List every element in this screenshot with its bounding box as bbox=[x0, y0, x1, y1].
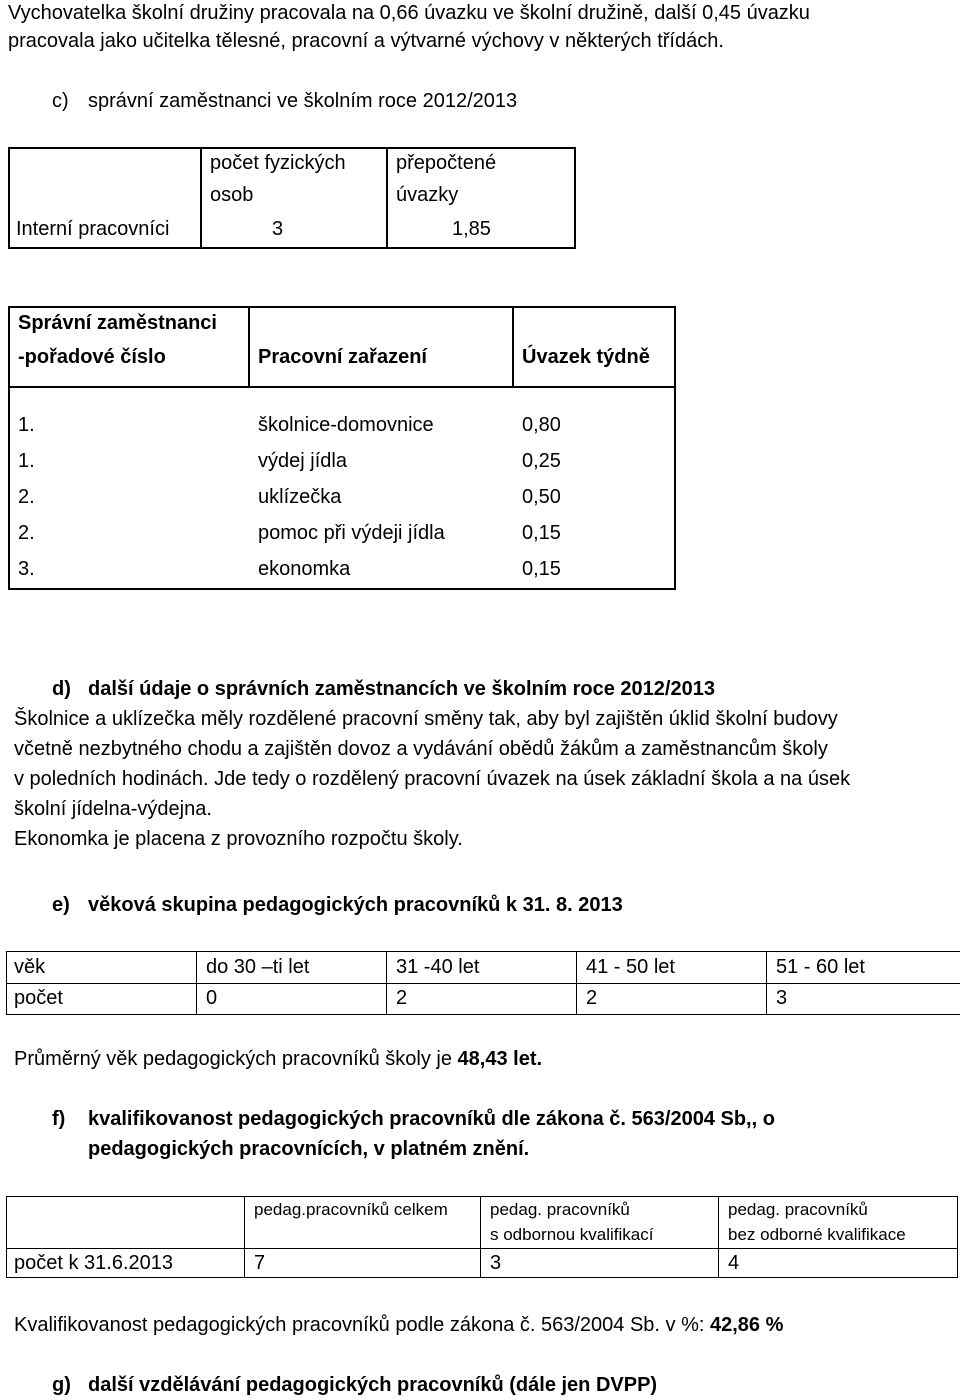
row-label-date: počet k 31.6.2013 bbox=[14, 1252, 174, 1274]
section-c-label: c) bbox=[52, 90, 69, 112]
row-fte: 0,80 bbox=[522, 414, 561, 436]
section-f-title-1: kvalifikovanost pedagogických pracovníků dle zákona č. 563/2004 Sb,, o bbox=[88, 1108, 775, 1130]
section-f-label: f) bbox=[52, 1108, 66, 1130]
table-divider bbox=[576, 951, 577, 1015]
header-weekly-fte: Úvazek týdně bbox=[522, 346, 650, 368]
table-divider bbox=[6, 983, 960, 984]
header-role: Pracovní zařazení bbox=[258, 346, 427, 368]
row-num: 1. bbox=[18, 414, 35, 436]
table-divider bbox=[244, 1196, 245, 1278]
row-role: ekonomka bbox=[258, 558, 351, 580]
age-header-cell: 51 - 60 let bbox=[776, 956, 865, 978]
cell-total: 7 bbox=[254, 1252, 266, 1274]
age-count-cell: 2 bbox=[396, 987, 408, 1009]
cell-fte: 1,85 bbox=[452, 218, 491, 240]
cell-headcount: 3 bbox=[272, 218, 284, 240]
age-header-cell: věk bbox=[14, 956, 46, 978]
section-d-label: d) bbox=[52, 678, 71, 700]
paragraph-line: Školnice a uklízečka měly rozdělené pracovní směny tak, aby byl zajištěn úklid školní budovy bbox=[14, 708, 838, 730]
row-fte: 0,15 bbox=[522, 522, 561, 544]
section-f-title-2: pedagogických pracovnících, v platném znění. bbox=[88, 1138, 530, 1160]
qualification-summary-label: Kvalifikovanost pedagogických pracovníků podle zákona č. 563/2004 Sb. v %: bbox=[14, 1314, 710, 1336]
col-header-fte-2: úvazky bbox=[396, 184, 459, 206]
header-staff-number-2: -pořadové číslo bbox=[18, 346, 166, 368]
table-divider bbox=[196, 951, 197, 1015]
section-d-title: další údaje o správních zaměstnancích ve školním roce 2012/2013 bbox=[88, 678, 715, 700]
section-g-label: g) bbox=[52, 1374, 71, 1396]
table-divider bbox=[480, 1196, 481, 1278]
section-e-title: věková skupina pedagogických pracovníků k 31. 8. 2013 bbox=[88, 894, 623, 916]
col-header-headcount-2: osob bbox=[210, 184, 254, 206]
age-count-cell: 2 bbox=[586, 987, 598, 1009]
header-total: pedag.pracovníků celkem bbox=[254, 1200, 448, 1219]
row-num: 2. bbox=[18, 486, 35, 508]
paragraph-line: Ekonomka je placena z provozního rozpočtu školy. bbox=[14, 828, 463, 850]
row-num: 3. bbox=[18, 558, 35, 580]
header-unqualified-2: bez odborné kvalifikace bbox=[728, 1225, 906, 1244]
row-role: pomoc při výdeji jídla bbox=[258, 522, 445, 544]
cell-unqualified: 4 bbox=[728, 1252, 740, 1274]
age-count-cell: počet bbox=[14, 987, 63, 1009]
average-age-value: 48,43 let. bbox=[457, 1048, 543, 1070]
col-header-headcount: počet fyzických bbox=[210, 152, 346, 174]
row-role: školnice-domovnice bbox=[258, 414, 434, 436]
row-fte: 0,25 bbox=[522, 450, 561, 472]
table-divider bbox=[718, 1196, 719, 1278]
table-divider bbox=[512, 306, 514, 388]
age-header-cell: 31 -40 let bbox=[396, 956, 480, 978]
section-g-title: další vzdělávání pedagogických pracovníků (dále jen DVPP) bbox=[88, 1374, 658, 1396]
qualification-summary bbox=[14, 1314, 783, 1337]
row-fte: 0,50 bbox=[522, 486, 561, 508]
table-divider bbox=[6, 1248, 958, 1249]
row-label-internal: Interní pracovníci bbox=[16, 218, 170, 240]
table-divider bbox=[386, 951, 387, 1015]
cell-qualified: 3 bbox=[490, 1252, 502, 1274]
qualification-summary-value: 42,86 % bbox=[710, 1314, 784, 1336]
average-age-text bbox=[14, 1048, 542, 1071]
section-c-title: správní zaměstnanci ve školním roce 2012/2013 bbox=[88, 90, 518, 112]
row-num: 1. bbox=[18, 450, 35, 472]
header-qualified: pedag. pracovníků bbox=[490, 1200, 630, 1219]
header-qualified-2: s odbornou kvalifikací bbox=[490, 1225, 654, 1244]
row-fte: 0,15 bbox=[522, 558, 561, 580]
intro-line-2: pracovala jako učitelka tělesné, pracovní a výtvarné výchovy v některých třídách. bbox=[8, 30, 724, 52]
row-role: výdej jídla bbox=[258, 450, 347, 472]
table-divider bbox=[248, 306, 250, 388]
row-role: uklízečka bbox=[258, 486, 342, 508]
paragraph-line: školní jídelna-výdejna. bbox=[14, 798, 212, 820]
section-e-label: e) bbox=[52, 894, 70, 916]
intro-line-1: Vychovatelka školní družiny pracovala na 0,66 úvazku ve školní družině, další 0,45 úvazku bbox=[8, 2, 810, 24]
average-age-label: Průměrný věk pedagogických pracovníků školy je bbox=[14, 1048, 458, 1070]
age-header-cell: 41 - 50 let bbox=[586, 956, 675, 978]
age-count-cell: 0 bbox=[206, 987, 218, 1009]
header-staff-number: Správní zaměstnanci bbox=[18, 312, 217, 334]
table-divider bbox=[200, 147, 202, 249]
col-header-fte: přepočtené bbox=[396, 152, 497, 174]
age-count-cell: 3 bbox=[776, 987, 788, 1009]
paragraph-line: v poledních hodinách. Jde tedy o rozdělený pracovní úvazek na úsek základní škola a na úsek bbox=[14, 768, 851, 790]
age-header-cell: do 30 –ti let bbox=[206, 956, 310, 978]
table-divider bbox=[8, 386, 676, 388]
table-divider bbox=[386, 147, 388, 249]
row-num: 2. bbox=[18, 522, 35, 544]
paragraph-line: včetně nezbytného chodu a zajištěn dovoz a vydávání obědů žákům a zaměstnancům školy bbox=[14, 738, 828, 760]
table-divider bbox=[766, 951, 767, 1015]
header-unqualified: pedag. pracovníků bbox=[728, 1200, 868, 1219]
